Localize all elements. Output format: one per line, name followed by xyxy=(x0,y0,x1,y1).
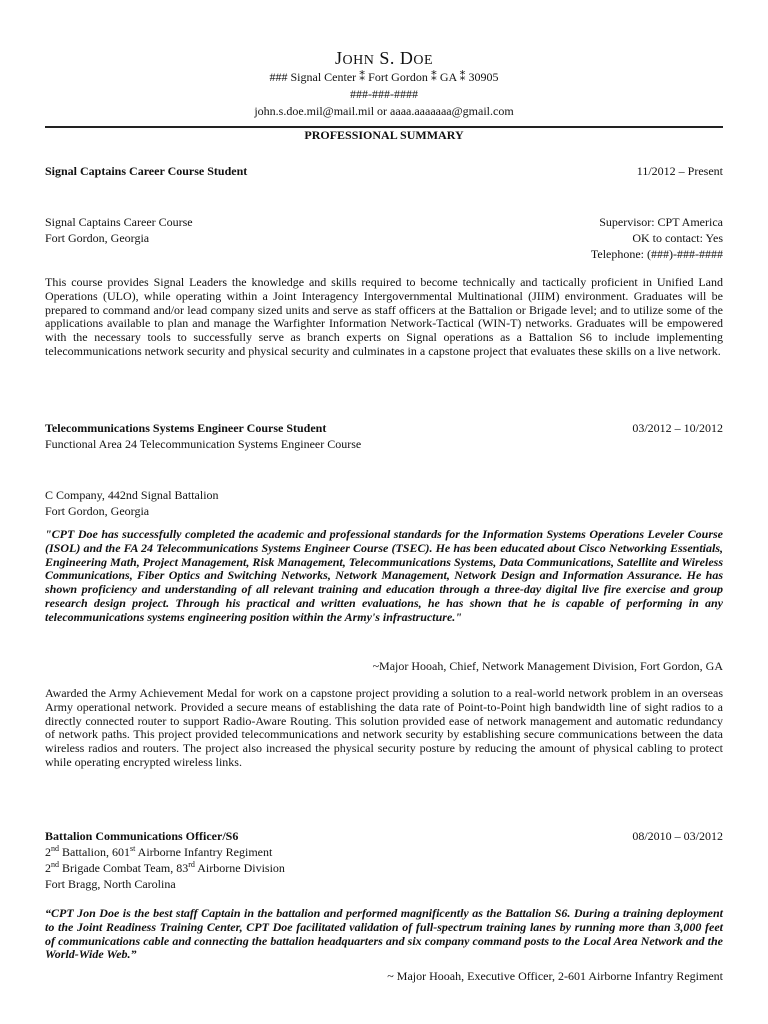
job2-org-line2: Fort Gordon, Georgia xyxy=(45,504,150,518)
job1-dates: 11/2012 – Present xyxy=(636,164,723,178)
job2-subtitle: Functional Area 24 Telecommunication Systems Engineer Course xyxy=(45,437,362,451)
job3-org-line3: Fort Bragg, North Carolina xyxy=(45,877,176,891)
applicant-name: JOHN S. DOE xyxy=(334,48,434,68)
job2-quote: "CPT Doe has successfully completed the academic and professional standards for the Information Systems Operations Leveler Course (ISOL) and the FA 24 Telecommunications Systems Engineer Course (TSEC). He has been educated about Cisco Networking Essentials, Engineering Math, Project Management, Risk Management, Telecommunications Systems, Data Communications, Satellite and Wireless Communications, Fiber Optics and Switching Networks, Network Management, Network Design and Information Assurance. He has shown proficiency and understanding of all relevant training and education through a three-day digital live fire exercise and group research design project. Through his practical and written evaluations, he has shown that he is capable of performing in any telecommunications systems engineering position within the Army's infrastructure." xyxy=(45,527,723,624)
job2-description: Awarded the Army Achievement Medal for work on a capstone project providing a solution to a real-world network problem in an overseas Army operational network. Provided a secure means of establishing the data rate of Point-to-Point high bandwidth line of sight radios to a directly connected router to support Radio-Aware Routing. This solution provided ease of network management and automatic redundancy of network paths. This project provided telecommunications and network security by establishing secure communications between the data wireless radios and routers. The project also increased the physical security posture by reducing the amount of physical cabling to protect while operating encrypted wireless links. xyxy=(45,686,723,769)
job3-attribution: ~ Major Hooah, Executive Officer, 2-601 Airborne Infantry Regiment xyxy=(387,969,723,983)
job2-title: Telecommunications Systems Engineer Course Student xyxy=(45,421,327,435)
job3-dates: 08/2010 – 03/2012 xyxy=(632,829,723,843)
job1-supervisor: Supervisor: CPT America xyxy=(599,215,723,229)
job1-org-line1: Signal Captains Career Course xyxy=(45,215,193,229)
email-line: john.s.doe.mil@mail.mil or aaaa.aaaaaaa@gmail.com xyxy=(254,104,514,118)
job3-title: Battalion Communications Officer/S6 xyxy=(45,829,239,843)
job2-attribution: ~Major Hooah, Chief, Network Management Division, Fort Gordon, GA xyxy=(372,659,723,673)
job3-quote: “CPT Jon Doe is the best staff Captain in the battalion and performed magnificently as the Battalion S6. During a training deployment to the Joint Readiness Training Center, CPT Doe facilitated validation of full-spectrum training lanes by running more than 3,000 feet of communications cable and connecting the battalion headquarters and six company command posts to the Local Area Network and the World-Wide Web.” xyxy=(45,906,723,962)
phone-line: ###-###-#### xyxy=(350,87,418,101)
job1-description: This course provides Signal Leaders the knowledge and skills required to become technically and tactically proficient in Unified Land Operations (ULO), while operating within a Joint Interagency Intergovernmental Multinational (JIIM) environment. Graduates will be prepared to command and/or lead company sized units and serve as staff officers at the Battalion or Brigade level; and to utilize some of the applications available to plan and manage the Warfighter Information Network-Tactical (WIN-T) networks. Graduates will be empowered with the necessary tools to successfully serve as branch experts on Signal operations as a Battalion S6 to include implementing telecommunications network security and physical security and culminates in a capstone project that evaluates these skills on a live network. xyxy=(45,275,723,358)
job2-org-line1: C Company, 442nd Signal Battalion xyxy=(45,488,219,502)
job1-telephone: Telephone: (###)-###-#### xyxy=(590,247,723,261)
job1-org-line2: Fort Gordon, Georgia xyxy=(45,231,150,245)
job3-org-line2: 2nd Brigade Combat Team, 83rd Airborne Division xyxy=(45,860,285,875)
section-title: PROFESSIONAL SUMMARY xyxy=(304,128,464,142)
job1-title: Signal Captains Career Course Student xyxy=(45,164,248,178)
address-line: ### Signal Center ⁑ Fort Gordon ⁑ GA ⁑ 30905 xyxy=(269,70,499,84)
job2-dates: 03/2012 – 10/2012 xyxy=(632,421,723,435)
job3-org-line1: 2nd Battalion, 601st Airborne Infantry Regiment xyxy=(45,844,273,859)
job1-ok-contact: OK to contact: Yes xyxy=(632,231,723,245)
